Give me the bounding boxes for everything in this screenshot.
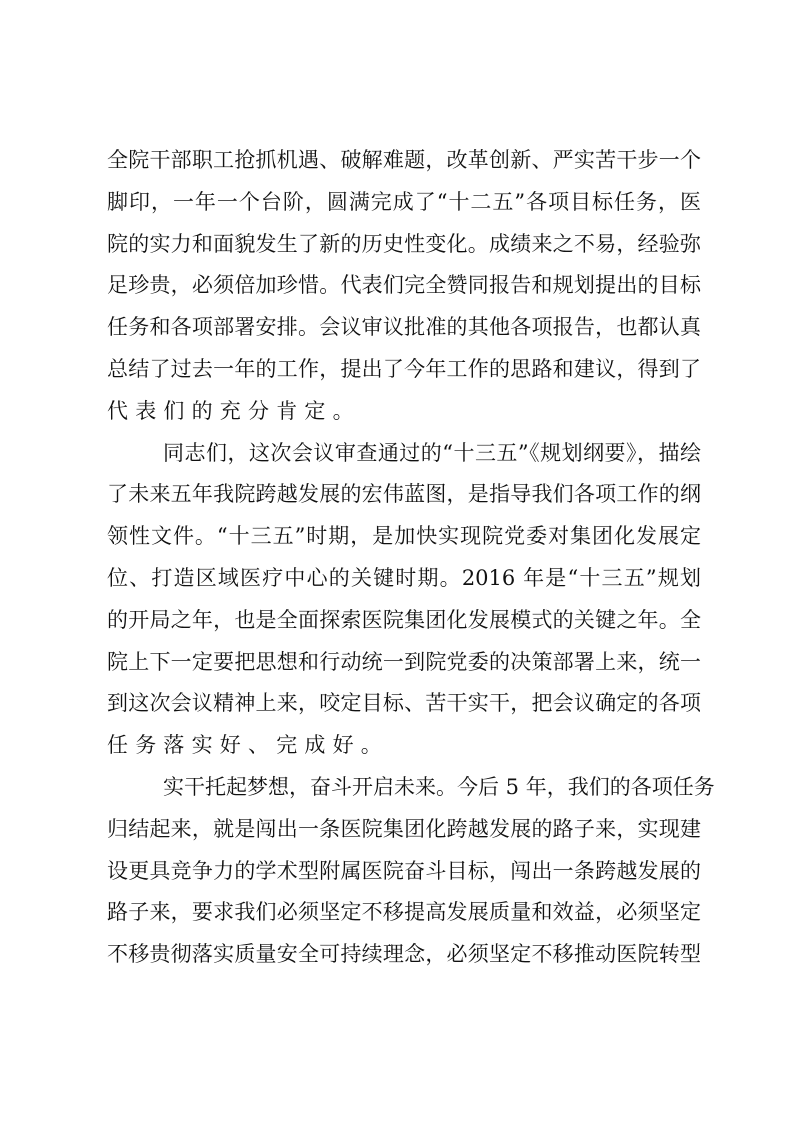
text-line: 的开局之年，也是全面探索医院集团化发展模式的关键之年。全 (107, 607, 701, 632)
text-line: 领性文件。“十三五”时期，是加快实现院党委对集团化发展定 (107, 524, 701, 549)
text-line: 脚印，一年一个台阶，圆满完成了“十二五”各项目标任务，医 (107, 189, 701, 214)
text-line: 代表们的充分肯定。 (107, 398, 361, 423)
text-line: 任务落实好、完成好。 (107, 733, 389, 758)
text-line: 归结起来，就是闯出一条医院集团化跨越发展的路子来，实现建 (107, 816, 701, 841)
text-line: 足珍贵，必须倍加珍惜。代表们完全赞同报告和规划提出的目标 (107, 273, 701, 298)
text-line: 总结了过去一年的工作，提出了今年工作的思路和建议，得到了 (107, 357, 701, 381)
text-line: 位、打造区域医疗中心的关键时期。2016 年是“十三五”规划 (107, 566, 701, 590)
text-line: 实干托起梦想，奋斗开启未来。今后 5 年，我们的各项任务 (163, 775, 715, 799)
text-line: 同志们，这次会议审查通过的“十三五”《规划纲要》，描绘 (163, 440, 701, 465)
text-line: 院上下一定要把思想和行动统一到院党委的决策部署上来，统一 (107, 649, 701, 674)
text-line: 任务和各项部署安排。会议审议批准的其他各项报告，也都认真 (107, 315, 701, 340)
text-line: 不移贵彻落实质量安全可持续理念，必须坚定不移推动医院转型 (107, 942, 701, 967)
text-line: 设更具竞争力的学术型附属医院奋斗目标，闯出一条跨越发展的 (107, 858, 701, 883)
text-line: 了未来五年我院跨越发展的宏伟蓝图，是指导我们各项工作的纲 (107, 482, 701, 507)
text-line: 到这次会议精神上来，咬定目标、苦干实干，把会议确定的各项 (107, 691, 701, 716)
text-line: 院的实力和面貌发生了新的历史性变化。成绩来之不易，经验弥 (107, 231, 701, 256)
text-line: 全院干部职工抢抓机遇、破解难题，改革创新、严实苦干步一个 (107, 148, 701, 172)
text-line: 路子来，要求我们必须坚定不移提高发展质量和效益，必须坚定 (107, 900, 701, 925)
